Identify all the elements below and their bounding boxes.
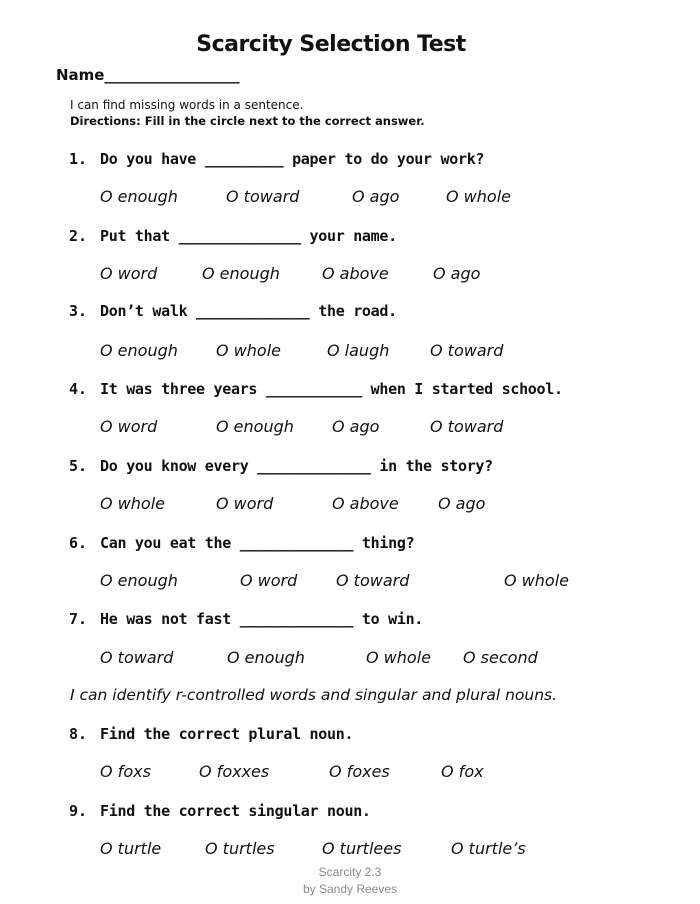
answer-option[interactable]: O toward xyxy=(430,417,504,436)
answer-option[interactable]: O toward xyxy=(100,648,174,667)
question-number: 9. xyxy=(69,802,88,820)
answer-option[interactable]: O second xyxy=(463,648,538,667)
question-text: Put that ______________ your name. xyxy=(100,227,397,245)
answer-option[interactable]: O turtles xyxy=(205,839,275,858)
answer-option[interactable]: O enough xyxy=(100,187,178,206)
answer-option[interactable]: O ago xyxy=(438,494,486,513)
question-number: 4. xyxy=(69,380,88,398)
answer-option[interactable]: O enough xyxy=(227,648,305,667)
footer-author: by Sandy Reeves xyxy=(302,882,398,896)
answer-option[interactable]: O enough xyxy=(100,341,178,360)
answer-option[interactable]: O ago xyxy=(352,187,400,206)
question-text: Don’t walk _____________ the road. xyxy=(100,302,397,320)
question-text: Find the correct plural noun. xyxy=(100,725,354,743)
question-number: 8. xyxy=(69,725,88,743)
question-number: 3. xyxy=(69,302,88,320)
answer-option[interactable]: O ago xyxy=(332,417,380,436)
answer-option[interactable]: O whole xyxy=(100,494,165,513)
answer-option[interactable]: O enough xyxy=(100,571,178,590)
answer-option[interactable]: O toward xyxy=(226,187,300,206)
question-text: Do you have _________ paper to do your work? xyxy=(100,150,485,168)
question-number: 6. xyxy=(69,534,88,552)
answer-option[interactable]: O enough xyxy=(216,417,294,436)
question-number: 1. xyxy=(69,150,88,168)
answer-option[interactable]: O above xyxy=(332,494,399,513)
question-number: 5. xyxy=(69,457,88,475)
question-text: Can you eat the _____________ thing? xyxy=(100,534,415,552)
answer-option[interactable]: O turtlees xyxy=(322,839,402,858)
answer-option[interactable]: O word xyxy=(100,417,158,436)
question-text: Do you know every _____________ in the story? xyxy=(100,457,493,475)
section-objective: I can identify r-controlled words and singular and plural nouns. xyxy=(70,686,558,704)
answer-option[interactable]: O whole xyxy=(216,341,281,360)
answer-option[interactable]: O word xyxy=(240,571,298,590)
answer-option[interactable]: O foxxes xyxy=(199,762,270,781)
answer-option[interactable]: O toward xyxy=(336,571,410,590)
answer-option[interactable]: O whole xyxy=(366,648,431,667)
answer-option[interactable]: O foxes xyxy=(329,762,390,781)
question-text: Find the correct singular noun. xyxy=(100,802,371,820)
question-number: 7. xyxy=(69,610,88,628)
answer-option[interactable]: O laugh xyxy=(327,341,390,360)
worksheet-title: Scarcity Selection Test xyxy=(196,32,466,57)
question-text: It was three years ___________ when I started school. xyxy=(100,380,563,398)
question-number: 2. xyxy=(69,227,88,245)
answer-option[interactable]: O turtle’s xyxy=(451,839,526,858)
objective-text: I can find missing words in a sentence. xyxy=(70,98,304,112)
answer-option[interactable]: O turtle xyxy=(100,839,162,858)
answer-option[interactable]: O whole xyxy=(504,571,569,590)
answer-option[interactable]: O ago xyxy=(433,264,481,283)
answer-option[interactable]: O fox xyxy=(441,762,484,781)
answer-option[interactable]: O word xyxy=(216,494,274,513)
answer-option[interactable]: O enough xyxy=(202,264,280,283)
answer-option[interactable]: O toward xyxy=(430,341,504,360)
footer-lesson: Scarcity 2.3 xyxy=(318,865,382,879)
answer-option[interactable]: O whole xyxy=(446,187,511,206)
page-footer xyxy=(250,864,450,898)
answer-option[interactable]: O word xyxy=(100,264,158,283)
name-field-label: Name__________________ xyxy=(56,66,240,84)
question-text: He was not fast _____________ to win. xyxy=(100,610,424,628)
answer-option[interactable]: O foxs xyxy=(100,762,151,781)
answer-option[interactable]: O above xyxy=(322,264,389,283)
directions-text: Directions: Fill in the circle next to the correct answer. xyxy=(70,114,425,128)
